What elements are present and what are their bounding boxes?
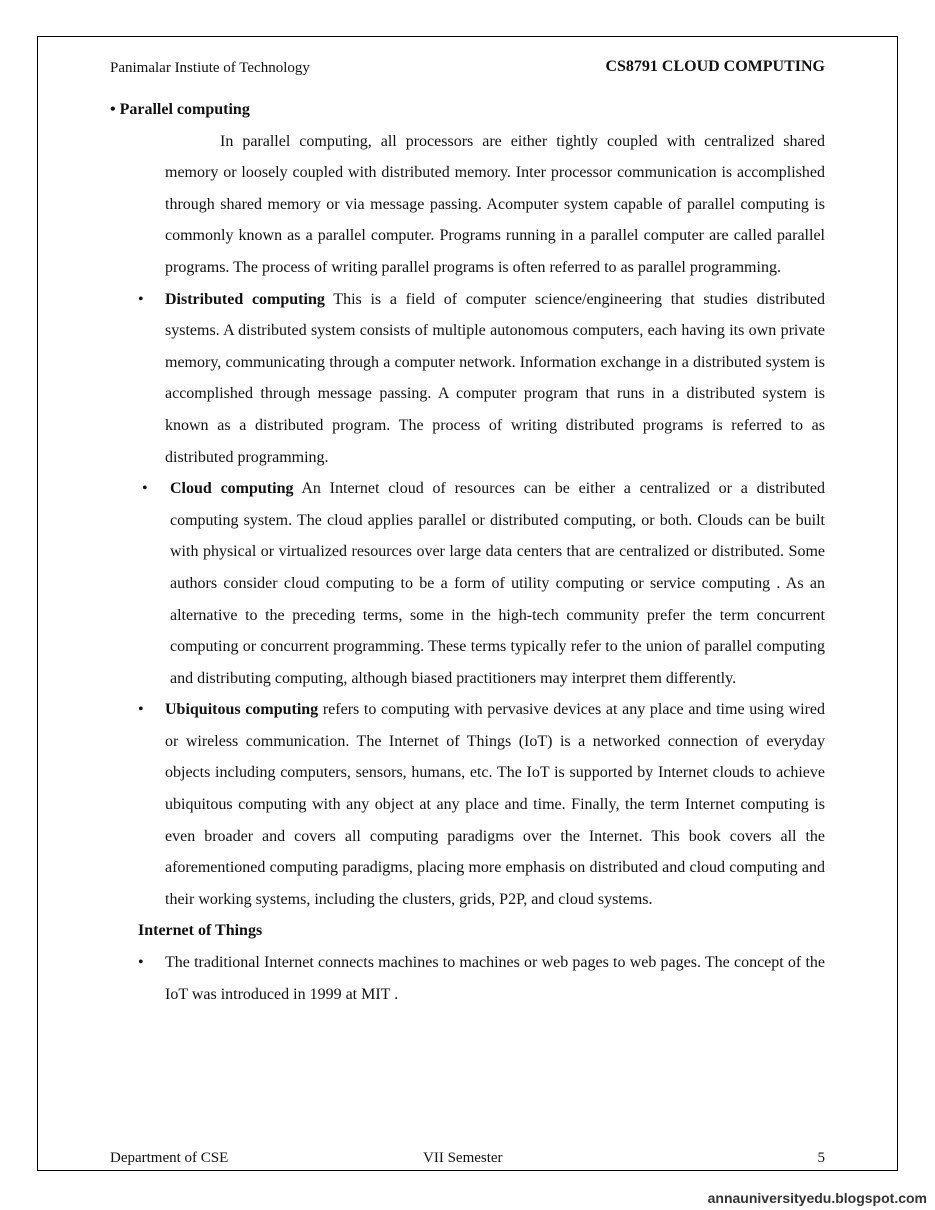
iot-paragraph: The traditional Internet connects machines to machines or web pages to web pages. The concept of the IoT was introduced in 1999 at MIT . — [165, 954, 825, 1003]
header-institute: Panimalar Instiute of Technology — [110, 60, 310, 76]
parallel-computing-paragraph: In parallel computing, all processors are either tightly coupled with centralized shared memory or loosely coupled with distributed memory. Inter processor communication is accomplished through shared memory or via message passing. Acomputer system capable of parallel computing is commonly known as a parallel computer. Programs running in a parallel computer are called parallel programs. The process of writing parallel programs is often referred to as parallel programming. — [165, 132, 825, 276]
distributed-computing-term: Distributed computing — [165, 290, 325, 308]
bullet-icon: • — [142, 480, 148, 498]
bullet-icon: • — [138, 701, 144, 719]
bullet-icon: • — [138, 954, 144, 972]
footer-page-number: 5 — [817, 1150, 825, 1166]
cloud-computing-item — [110, 473, 825, 694]
distributed-computing-paragraph — [165, 284, 825, 474]
ubiquitous-computing-text: refers to computing with pervasive devices at any place and time using wired or wireless communication. The Internet of Things (IoT) is a networked connection of everyday objects including computers, sensors, humans, etc. The IoT is supported by Internet clouds to achieve ubiquitous computing with any object at any place and time. Finally, the term Internet computing is even broader and covers all computing paradigms over the Internet. This book covers all the aforementioned computing paradigms, placing more emphasis on distributed and cloud computing and their working systems, including the clusters, grids, P2P, and cloud systems. — [165, 701, 825, 908]
cloud-computing-text: An Internet cloud of resources can be either a centralized or a distributed computing system. The cloud applies parallel or distributed computing, or both. Clouds can be built with physical or virtualized resources over large data centers that are centralized or distributed. Some authors consider cloud computing to be a form of utility computing or service computing . As an alternative to the preceding terms, some in the high-tech community prefer the term concurrent computing or concurrent programming. These terms typically refer to the union of parallel computing and distributing computing, although biased practitioners may interpret them differently. — [170, 480, 825, 687]
parallel-computing-heading: • Parallel computing — [110, 101, 250, 118]
page-content — [110, 94, 825, 1010]
cloud-computing-paragraph — [170, 473, 825, 694]
ubiquitous-computing-term: Ubiquitous computing — [165, 701, 319, 719]
distributed-computing-text: This is a field of computer science/engineering that studies distributed systems. A distributed system consists of multiple autonomous computers, each having its own private memory, communicating through a computer network. Information exchange in a distributed system is accomplished through message passing. A computer program that runs in a distributed system is known as a distributed program. The process of writing distributed programs is referred to as distributed programming. — [165, 290, 826, 466]
ubiquitous-computing-paragraph — [165, 694, 825, 915]
distributed-computing-item — [110, 284, 825, 474]
bullet-icon: • — [138, 290, 144, 308]
parallel-computing-block — [110, 126, 825, 284]
cloud-computing-term: Cloud computing — [170, 480, 294, 498]
header-course-title: CS8791 CLOUD COMPUTING — [605, 58, 825, 75]
iot-item — [110, 947, 825, 1010]
source-watermark: annauniversityedu.blogspot.com — [707, 1190, 927, 1206]
internet-of-things-heading: Internet of Things — [138, 922, 263, 940]
footer-semester: VII Semester — [423, 1150, 503, 1166]
footer-department: Department of CSE — [110, 1150, 229, 1166]
ubiquitous-computing-item — [110, 694, 825, 915]
